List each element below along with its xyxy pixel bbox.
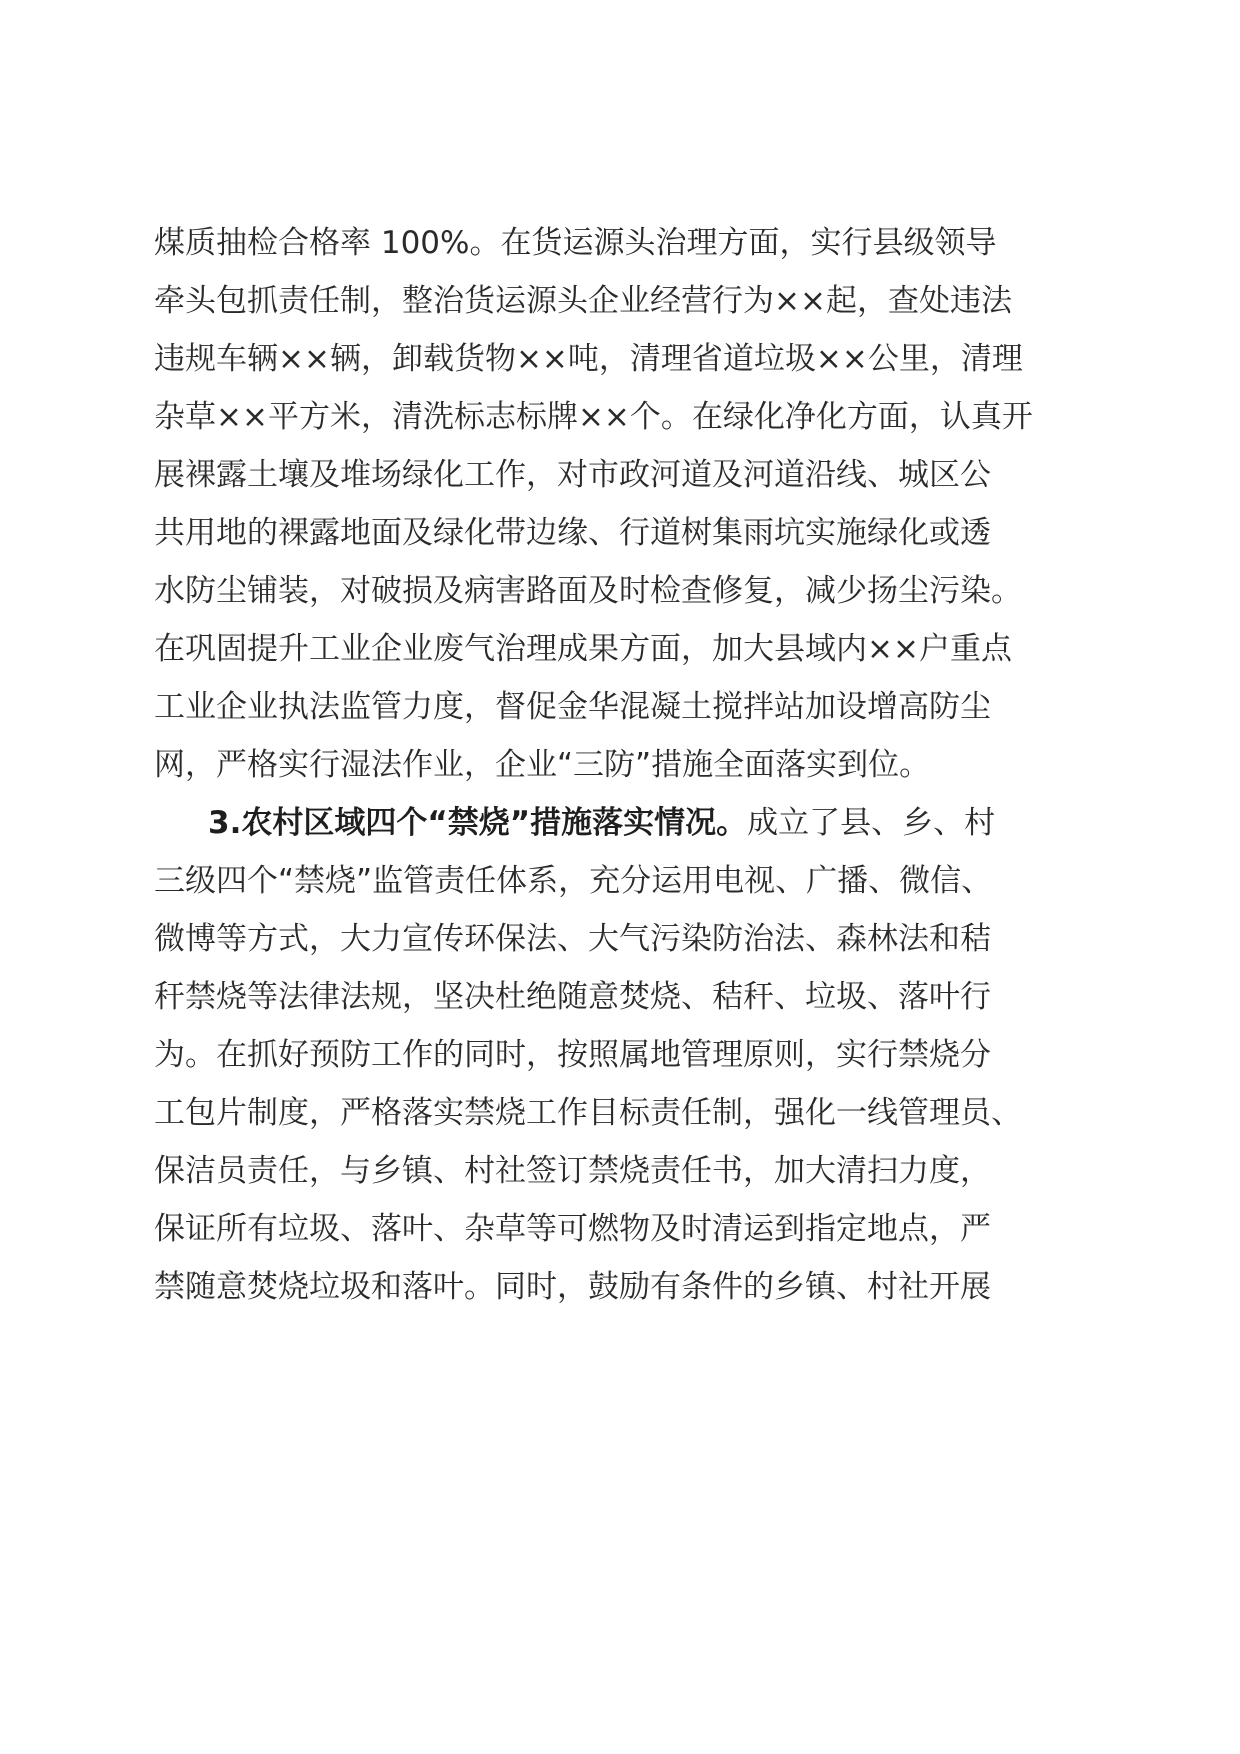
paragraph-line: 展裸露土壤及堆场绿化工作，对市政河道及河道沿线、城区公	[154, 457, 991, 493]
paragraph-line: 工包片制度，严格落实禁烧工作目标责任制，强化一线管理员、	[154, 1095, 1022, 1131]
paragraph-line: 网，严格实行湿法作业，企业“三防”措施全面落实到位。	[154, 747, 931, 783]
paragraph-line: 秆禁烧等法律法规，坚决杜绝随意焚烧、秸秆、垃圾、落叶行	[154, 979, 991, 1015]
paragraph-line: 工业企业执法监管力度，督促金华混凝土搅拌站加设增高防尘	[154, 689, 991, 725]
paragraph-line: 微博等方式，大力宣传环保法、大气污染防治法、森林法和秸	[154, 921, 991, 957]
paragraph-line: 保证所有垃圾、落叶、杂草等可燃物及时清运到指定地点，严	[154, 1211, 991, 1247]
paragraph-line: 牵头包抓责任制，整治货运源头企业经营行为××起，查处违法	[154, 283, 1012, 319]
paragraph-line: 共用地的裸露地面及绿化带边缘、行道树集雨坑实施绿化或透	[154, 515, 991, 551]
section-3-first-line	[208, 798, 995, 848]
paragraph-line: 在巩固提升工业企业废气治理成果方面，加大县域内××户重点	[154, 631, 1012, 667]
paragraph-line: 煤质抽检合格率 100%。在货运源头治理方面，实行县级领导	[154, 225, 997, 261]
section-3-first-line-text: 成立了县、乡、村	[747, 805, 996, 841]
paragraph-line: 水防尘铺装，对破损及病害路面及时检查修复，减少扬尘污染。	[154, 573, 1022, 609]
section-3-heading: 3.农村区域四个“禁烧”措施落实情况。	[208, 805, 748, 841]
paragraph-line: 三级四个“禁烧”监管责任体系，充分运用电视、广播、微信、	[154, 863, 993, 899]
paragraph-line: 保洁员责任，与乡镇、村社签订禁烧责任书，加大清扫力度，	[154, 1153, 991, 1189]
paragraph-line: 杂草××平方米，清洗标志标牌××个。在绿化净化方面，认真开	[154, 399, 1033, 435]
paragraph-line: 为。在抓好预防工作的同时，按照属地管理原则，实行禁烧分	[154, 1037, 991, 1073]
paragraph-line: 禁随意焚烧垃圾和落叶。同时，鼓励有条件的乡镇、村社开展	[154, 1269, 991, 1305]
paragraph-line: 违规车辆××辆，卸载货物××吨，清理省道垃圾××公里，清理	[154, 341, 1023, 377]
